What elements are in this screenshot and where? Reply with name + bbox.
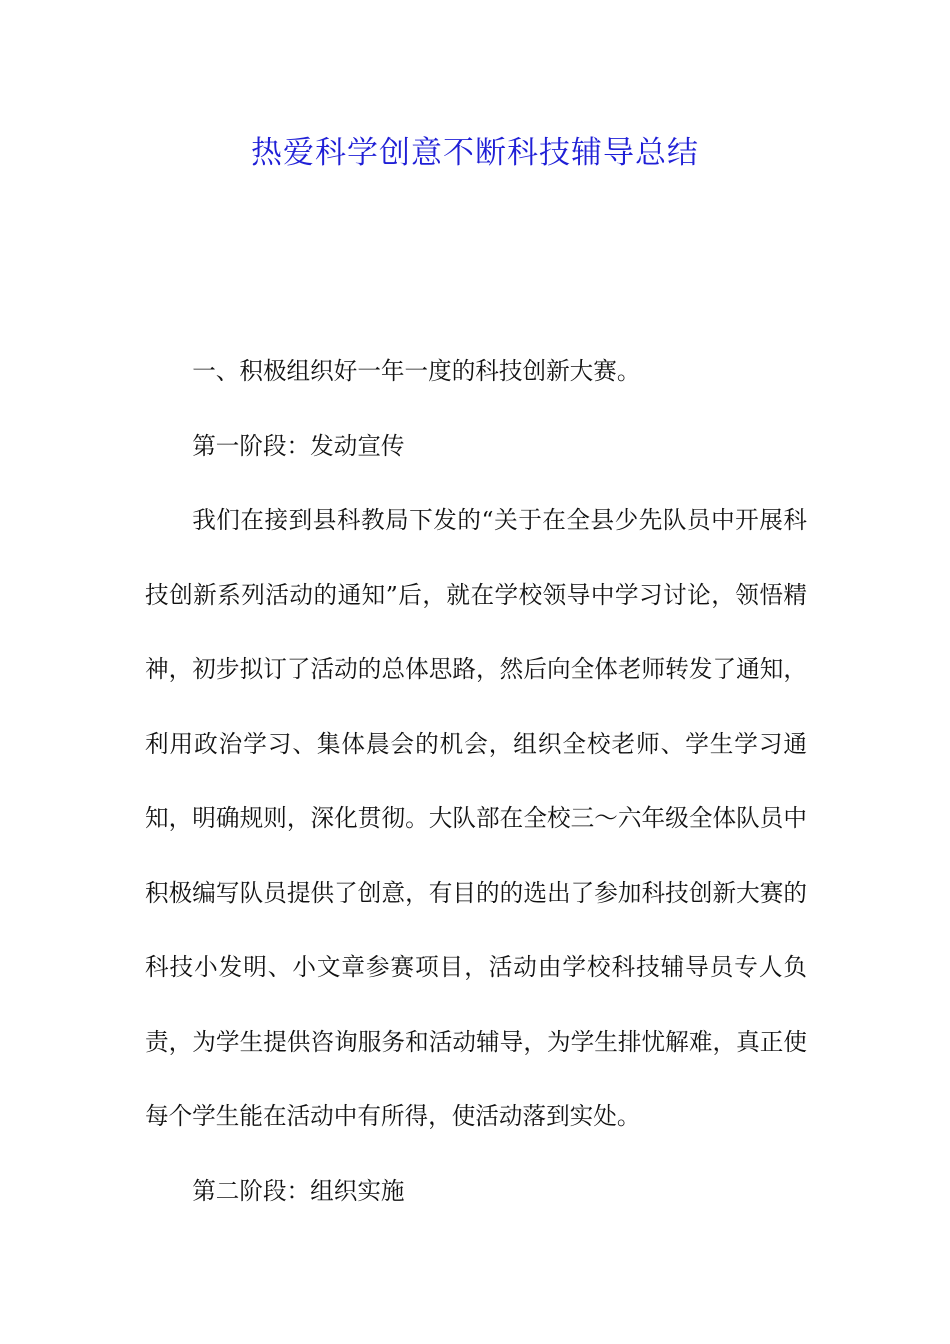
- paragraph-section-heading: 一、积极组织好一年一度的科技创新大赛。: [192, 357, 641, 385]
- document-body: [145, 334, 807, 1228]
- paragraph-stage-two-heading: 第二阶段：组织实施: [192, 1176, 405, 1205]
- paragraph-stage-one-body: 我们在接到县科教局下发的“关于在全县少先队员中开展科技创新系列活动的通知”后，就在学校领导中学习讨论，领悟精神，初步拟订了活动的总体思路，然后向全体老师转发了通知，利用政治学习、集体晨会的机会，组织全校老师、学生学习通知，明确规则，深化贯彻。大队部在全校三～六年级全体队员中积极编写队员提供了创意，有目的的选出了参加科技创新大赛的科技小发明、小文章参赛项目，活动由学校科技辅导员专人负责，为学生提供咨询服务和活动辅导，为学生排忧解难，真正使每个学生能在活动中有所得，使活动落到实处。: [145, 506, 807, 1130]
- paragraph-stage-one-heading: 第一阶段：发动宣传: [192, 431, 405, 460]
- document-title: 热爱科学创意不断科技辅导总结: [251, 135, 699, 171]
